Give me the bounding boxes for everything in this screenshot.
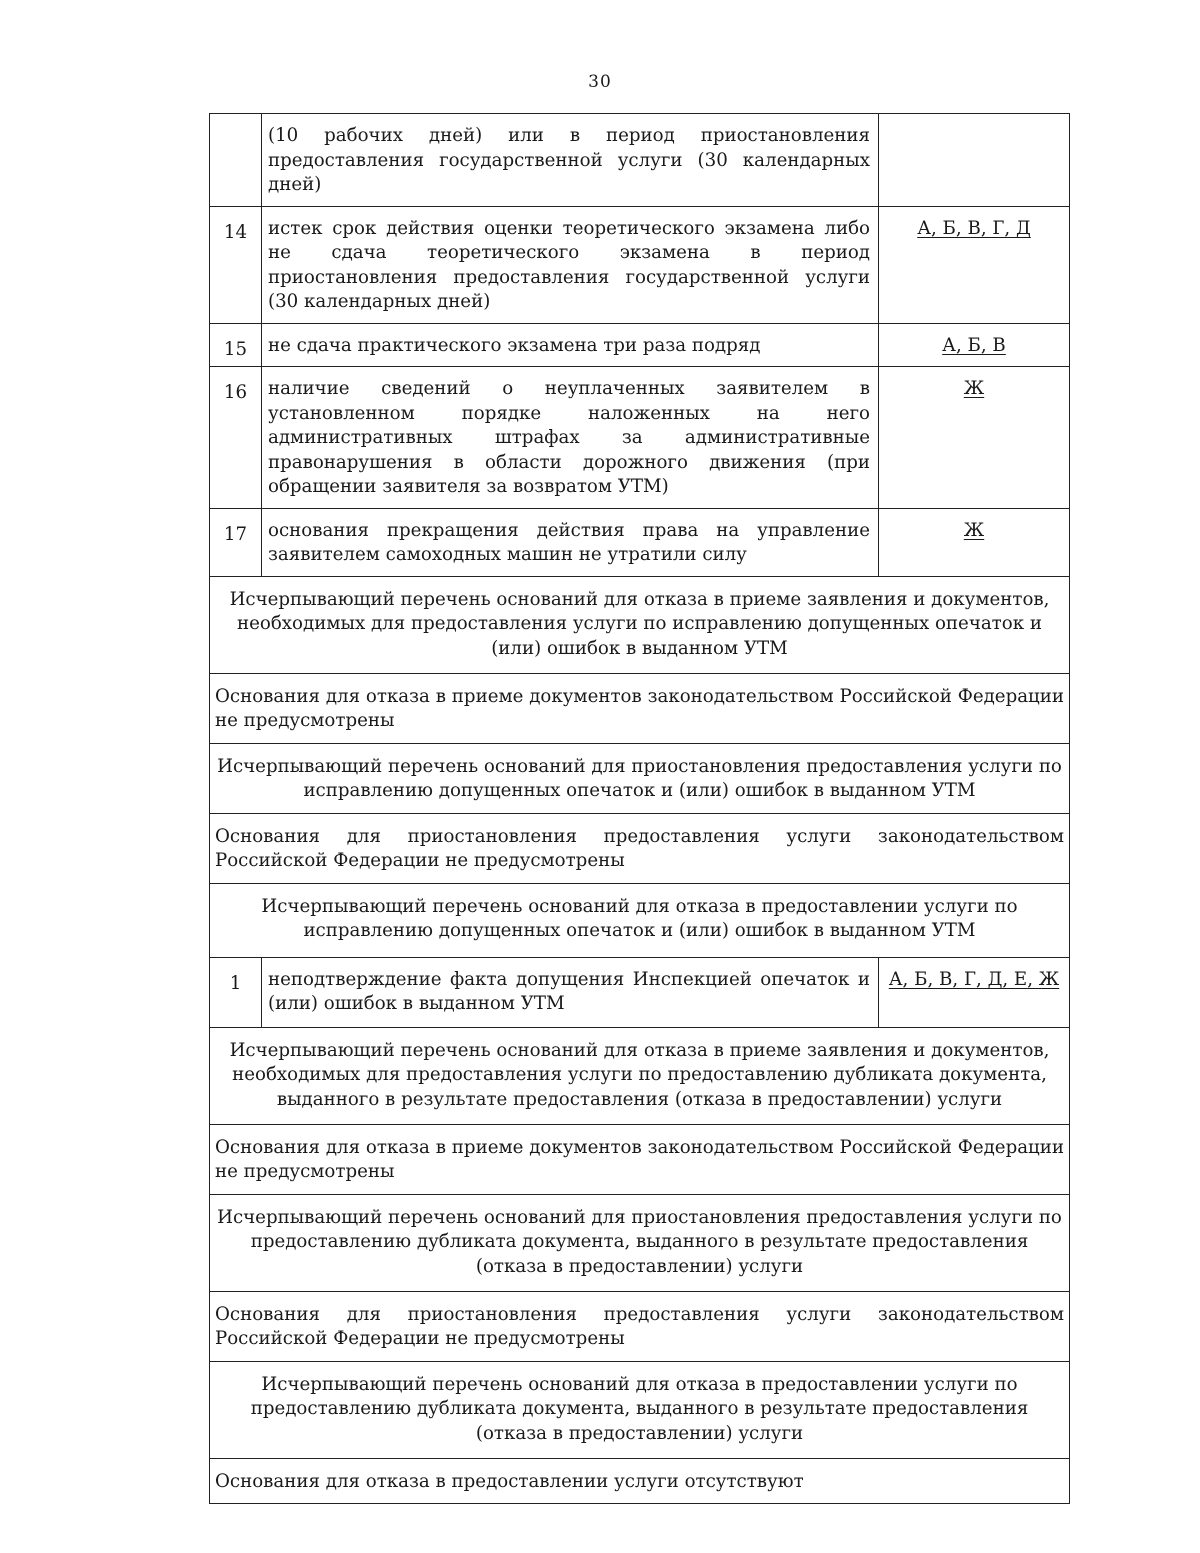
row-number: 16 — [210, 367, 262, 509]
reference-letters: А, Б, В, Г, Д — [917, 217, 1031, 239]
row-references — [879, 206, 1070, 323]
section-body-row — [210, 813, 1070, 883]
row-references — [879, 367, 1070, 509]
row-number — [210, 114, 262, 207]
section-heading: Исчерпывающий перечень оснований для приостановления предоставления услуги по исправлению допущенных опечаток и (или) ошибок в выданном УТМ — [210, 743, 1070, 813]
section-body: Основания для приостановления предоставления услуги законодательством Российской Федерации не предусмотрены — [210, 1291, 1070, 1361]
row-references — [879, 957, 1070, 1027]
table-row — [210, 323, 1070, 367]
section-heading: Исчерпывающий перечень оснований для отказа в приеме заявления и документов, необходимых для предоставления услуги по предоставлению дубликата документа, выданного в результате предоставления (отказа в предоставлении) услуги — [210, 1027, 1070, 1124]
section-heading: Исчерпывающий перечень оснований для приостановления предоставления услуги по предоставлению дубликата документа, выданного в результате предоставления (отказа в предоставлении) услуги — [210, 1194, 1070, 1291]
table-row — [210, 206, 1070, 323]
section-heading-row — [210, 743, 1070, 813]
section-body: Основания для отказа в приеме документов законодательством Российской Федерации не предусмотрены — [210, 1124, 1070, 1194]
reference-letters: Ж — [963, 378, 985, 399]
section-heading: Исчерпывающий перечень оснований для отказа в предоставлении услуги по исправлению допущенных опечаток и (или) ошибок в выданном УТМ — [210, 883, 1070, 957]
section-body: Основания для отказа в предоставлении услуги отсутствуют — [210, 1458, 1070, 1504]
reference-letters: А, Б, В, Г, Д, Е, Ж — [888, 968, 1060, 990]
table-row — [210, 508, 1070, 576]
row-number: 15 — [210, 323, 262, 367]
row-description: истек срок действия оценки теоретического экзамена либо не сдача теоретического экзамена в период приостановления предоставления государственной услуги (30 календарных дней) — [262, 206, 879, 323]
section-heading: Исчерпывающий перечень оснований для отказа в приеме заявления и документов, необходимых для предоставления услуги по исправлению допущенных опечаток и (или) ошибок в выданном УТМ — [210, 576, 1070, 673]
section-heading-row — [210, 1361, 1070, 1458]
section-body-row — [210, 673, 1070, 743]
section-body-row — [210, 1458, 1070, 1504]
grounds-table — [209, 113, 1070, 1504]
row-references — [879, 508, 1070, 576]
row-number: 17 — [210, 508, 262, 576]
row-description: не сдача практического экзамена три раза подряд — [262, 323, 879, 367]
section-body-row — [210, 1291, 1070, 1361]
row-description: основания прекращения действия права на управление заявителем самоходных машин не утратили силу — [262, 508, 879, 576]
section-heading-row — [210, 883, 1070, 957]
row-description: неподтверждение факта допущения Инспекцией опечаток и (или) ошибок в выданном УТМ — [262, 957, 879, 1027]
section-body-row — [210, 1124, 1070, 1194]
row-description: (10 рабочих дней) или в период приостановления предоставления государственной услуги (30 календарных дней) — [262, 114, 879, 207]
row-number: 1 — [210, 957, 262, 1027]
table-row — [210, 367, 1070, 509]
section-heading-row — [210, 1194, 1070, 1291]
row-number: 14 — [210, 206, 262, 323]
row-references — [879, 323, 1070, 367]
section-body: Основания для приостановления предоставления услуги законодательством Российской Федерации не предусмотрены — [210, 813, 1070, 883]
reference-letters: А, Б, В — [942, 334, 1006, 356]
section-body: Основания для отказа в приеме документов законодательством Российской Федерации не предусмотрены — [210, 673, 1070, 743]
page-number: 30 — [588, 72, 612, 92]
table-row — [210, 957, 1070, 1027]
row-description: наличие сведений о неуплаченных заявителем в установленном порядке наложенных на него административных штрафах за административные правонарушения в области дорожного движения (при обращении заявителя за возвратом УТМ) — [262, 367, 879, 509]
section-heading-row — [210, 576, 1070, 673]
row-references — [879, 114, 1070, 207]
section-heading: Исчерпывающий перечень оснований для отказа в предоставлении услуги по предоставлению дубликата документа, выданного в результате предоставления (отказа в предоставлении) услуги — [210, 1361, 1070, 1458]
reference-letters: Ж — [963, 519, 985, 541]
section-heading-row — [210, 1027, 1070, 1124]
table-row — [210, 114, 1070, 207]
